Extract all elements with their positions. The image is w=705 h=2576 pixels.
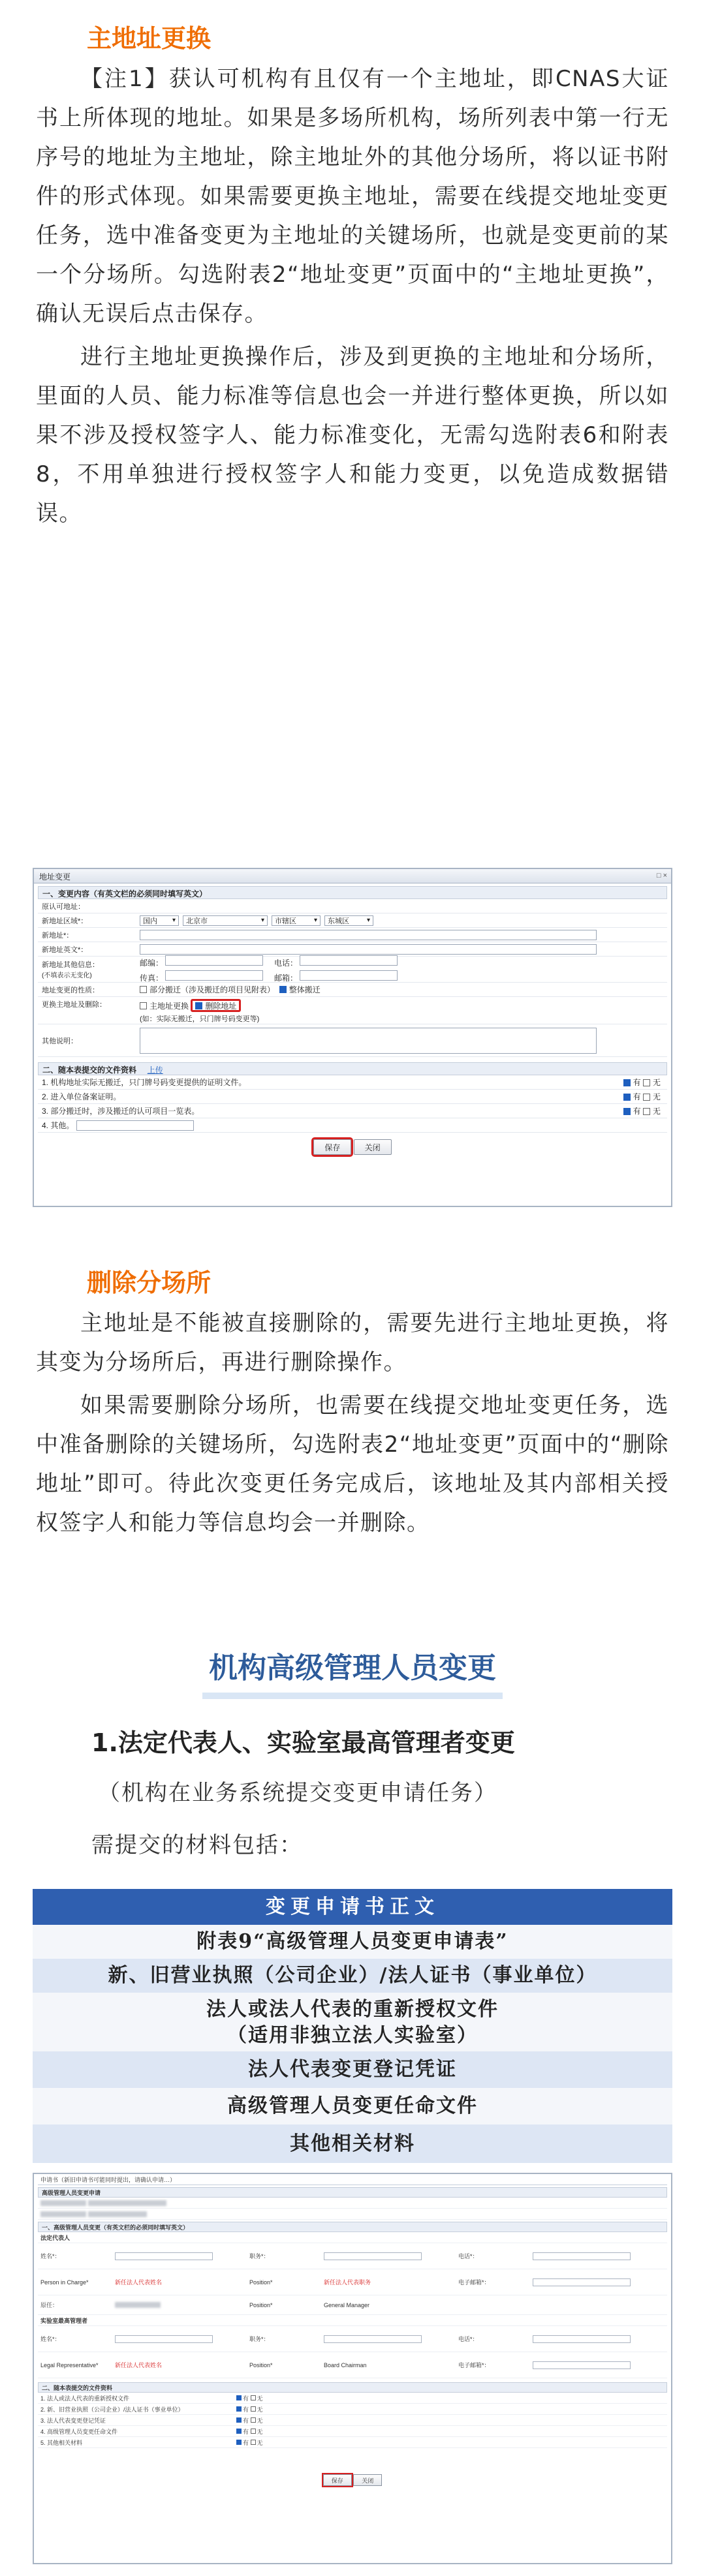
email-input[interactable] [533,2278,631,2286]
materials-header: 变更申请书正文 [33,1889,672,1925]
label: 姓名*： [40,2253,61,2260]
position-input[interactable] [324,2252,422,2260]
doc-item: 3. 法人代表变更登记凭证 [40,2417,106,2424]
no-checkbox[interactable] [251,2417,256,2423]
delete-address-highlight [191,999,241,1012]
heading-main-address: 主地址更换 [87,24,212,53]
window-title: 地址变更 [39,872,71,882]
value: Board Chairman [324,2361,367,2369]
label: 法定代表人 [40,2234,70,2241]
materials-intro: 需提交的材料包括： [91,1832,303,1858]
doc-item: 1. 法人或法人代表的重新授权文件 [40,2395,130,2402]
email-input[interactable] [300,970,398,981]
notes-textarea[interactable] [140,1028,597,1054]
yes-checkbox[interactable] [623,1079,631,1086]
name-input[interactable] [115,2252,213,2260]
yes-checkbox[interactable] [236,2440,242,2445]
label: 原任： [40,2302,59,2308]
no-checkbox[interactable] [251,2395,256,2400]
label: 职务*： [249,2336,270,2342]
position-input[interactable] [324,2335,422,2343]
district-select[interactable]: 市辖区 ▾ [272,915,321,926]
other-input[interactable] [76,1120,194,1131]
annotation: 新任法人代表职务 [324,2279,371,2286]
doc-item: 2. 新、旧营业执照（公司企业）/法人证书（事业单位） [40,2406,184,2413]
label: 实验室最高管理者 [40,2317,88,2324]
yes-checkbox[interactable] [236,2429,242,2434]
label: 新地址*： [42,931,74,940]
material-item: 高级管理人员变更任命文件 [227,2094,478,2117]
title-underline [202,1693,503,1699]
city-select[interactable]: 北京市 ▾ [183,915,268,926]
yes-checkbox[interactable] [236,2406,242,2412]
area-select[interactable]: 东城区 ▾ [324,915,373,926]
value: General Manager [324,2301,370,2308]
label: Position* [249,2361,273,2369]
label: 姓名*： [40,2336,61,2342]
label: 邮编： [140,958,164,968]
main-swap-checkbox[interactable] [140,1002,147,1009]
close-button[interactable]: 关闭 [354,1139,392,1155]
yes-checkbox[interactable] [236,2395,242,2400]
form-top-note: 申请书（新旧申请书可能同时提出，请确认申请…） [40,2176,176,2183]
label: 电话： [274,958,298,968]
materials-list [33,1889,672,2163]
label: 电子邮箱*： [458,2362,490,2369]
sub-heading: 1.法定代表人、实验室最高管理者变更 [91,1728,515,1757]
label: 新地址区域*： [42,917,88,925]
blurred-text [40,2211,86,2217]
blurred-text [88,2211,147,2217]
form-section-header: 二、随本表提交的文件资料 上传 [38,1062,667,1075]
paragraph: 进行主地址更换操作后，涉及到更换的主地址和分场所，里面的人员、能力标准等信息也会一并进行整体更换，所以如果不涉及授权签字人、能力标准变化，无需勾选附表6和附表8，不用单独进行授权签字人和能力变更，以免造成数据错误。 [36,344,669,527]
section-main-address [36,18,669,533]
label: Position* [249,2278,273,2286]
postcode-input[interactable] [165,955,263,966]
save-button[interactable]: 保存 [323,2474,352,2486]
whole-move-checkbox[interactable] [279,986,287,993]
no-checkbox[interactable] [643,1094,650,1101]
label: Person in Charge* [40,2278,89,2286]
doc-item: 5. 其他相关材料 [40,2439,83,2446]
no-checkbox[interactable] [643,1079,650,1086]
form-section-header: 二、随本表提交的文件资料 [38,2382,667,2393]
label: 邮箱： [274,974,298,983]
blurred-text [40,2200,86,2206]
hint-text: (如：实际无搬迁，只门牌号码变更等) [140,1015,260,1023]
blurred-text [88,2200,166,2206]
name-input[interactable] [115,2335,213,2343]
upload-link[interactable]: 上传 [147,1066,163,1075]
label: 其他说明： [42,1037,78,1045]
doc-item: 3. 部分搬迁时，涉及搬迁的认可项目一览表。 [42,1107,200,1116]
label: 地址变更的性质： [42,986,99,994]
label: 原认可地址： [42,902,85,911]
label: 部分搬迁（涉及搬迁的项目见附表） [149,985,275,994]
yes-checkbox[interactable] [236,2417,242,2423]
paragraph: 如果需要删除分场所，也需要在线提交地址变更任务，选中准备删除的关键场所，勾选附表2“地址变更”页面中的“删除地址”即可。待此次变更任务完成后，该地址及其内部相关授权签字人和能力等信息均会一并删除。 [36,1392,669,1536]
paren-note: （机构在业务系统提交变更申请任务） [98,1780,497,1806]
label: 职务*： [249,2253,270,2260]
annotation: 新任法人代表姓名 [115,2279,163,2286]
close-button[interactable]: 关闭 [353,2474,382,2486]
label: 新地址其他信息： (不填表示无变化) [42,961,99,979]
annotation: 新任法人代表姓名 [115,2362,163,2369]
address-input[interactable] [140,930,597,940]
label: 电话*： [458,2253,478,2260]
yes-checkbox[interactable] [623,1108,631,1115]
section-delete-site [36,1263,669,1542]
label: 电子邮箱*： [458,2279,490,2286]
fax-input[interactable] [165,970,263,981]
heading-senior-management: 机构高级管理人员变更 [0,1644,705,1699]
doc-item: 4. 高级管理人员变更任命文件 [40,2428,118,2435]
yes-checkbox[interactable] [623,1094,631,1101]
paragraph: 【注1】获认可机构有且仅有一个主地址，即CNAS大证书上所体现的地址。如果是多场所机构，场所列表中第一行无序号的地址为主地址，除主地址外的其他分场所，将以证书附件的形式体现。如果需要更换主地址，需要在线提交地址变更任务，选中准备变更为主地址的关键场所，也就是变更前的某一个分场所。勾选附表2“地址变更”页面中的“主地址更换”，确认无误后点击保存。 [36,66,669,327]
window-titlebar [34,869,671,883]
blurred-text [115,2302,161,2308]
doc-item: 2. 进入单位备案证明。 [42,1092,121,1101]
form-section-header: 一、变更内容（有英文栏的必须同时填写英文） [38,886,667,899]
label: 电话*： [458,2336,478,2342]
phone-input[interactable] [533,2335,631,2343]
save-button[interactable]: 保存 [313,1139,351,1155]
material-item: 法人或法人代表的重新授权文件 （适用非独立法人实验室） [206,1998,499,2047]
label: 更换主地址及删除： [42,1001,106,1009]
address-change-form: 地址变更 □ × 一、变更内容（有英文栏的必须同时填写英文） 原认可地址： 新地址区域*： 国内 ▾ 北京市 ▾ 市辖区 ▾ 东城区 ▾ 新地址*： 新地址英文*： 新地址其他信息： (不填表示无变化) 邮编： 电话： 传真： 邮箱： 地址变更的性质： 部分搬迁（涉及搬迁的项目见附表） 整体搬迁 更换主地址及删除： 主地址更换 删除地址 (如：实际无搬迁，只门牌号码变更等) 其他说明： 二、随本表提交的文件资料 上传 1. 机构地址实际无搬迁，只门牌号码变更提供的证明文件。 有 无 2. 进入单位备案证明。 有 无 3. 部分搬迁时，涉及搬迁的认可项目一览表。 有 无 4. 其他。 保存 关闭 [33,868,672,1207]
no-checkbox[interactable] [251,2429,256,2434]
label: Legal Representative* [40,2361,99,2369]
doc-item: 1. 机构地址实际无搬迁，只门牌号码变更提供的证明文件。 [42,1078,247,1087]
no-checkbox[interactable] [251,2406,256,2412]
no-checkbox[interactable] [251,2440,256,2445]
label: Position* [249,2301,273,2308]
window-controls[interactable]: □ × [656,872,667,880]
material-item: 法人代表变更登记凭证 [33,2051,672,2088]
material-item: 其他相关材料 [33,2124,672,2163]
no-checkbox[interactable] [643,1108,650,1115]
form-section-header: 一、高级管理人员变更（有英文栏的必须同时填写英文） [38,2222,667,2232]
phone-input[interactable] [533,2252,631,2260]
label: 删除地址 [205,1001,237,1011]
country-select[interactable]: 国内 ▾ [140,915,179,926]
partial-move-checkbox[interactable] [140,986,147,993]
label: 主地址更换 [149,1001,189,1011]
heading-delete-site: 删除分场所 [87,1268,212,1297]
doc-item: 4. 其他。 [42,1121,74,1130]
phone-input[interactable] [300,955,398,966]
label: 整体搬迁 [289,985,321,994]
address-en-input[interactable] [140,944,597,955]
material-item: 新、旧营业执照（公司企业）/法人证书（事业单位） [33,1959,672,1993]
email-input[interactable] [533,2361,631,2369]
form-section-header: 高级管理人员变更申请 [38,2187,667,2198]
label: 传真： [140,974,164,983]
paragraph: 主地址是不能被直接删除的，需要先进行主地址更换，将其变为分场所后，再进行删除操作。 [36,1310,669,1375]
senior-management-form: 申请书（新旧申请书可能同时提出，请确认申请…） 高级管理人员变更申请 一、高级管理人员变更（有英文栏的必须同时填写英文） 法定代表人 姓名*： 职务*： 电话*： Person in Charge* 新任法人代表姓名 Position* 新任法人代表职务 电子邮箱*： 原任： Position* General Manager 实验室最高管理者 姓名*： 职务*： 电话*： Legal Representative* 新任法人代表姓名 Position* Board Chairman 电子邮箱*： 二、随本表提交的文件资料 1. 法人或法人代表的重新授权文件 有 无 2. 新、旧营业执照（公司企业）/法人证书（事业单位） 有 无 3. 法人代表变更登记凭证 有 无 4. 高级管理人员变更任命文件 有 无 5. 其他相关材料 有 无 保存 关闭 [33,2173,672,2564]
material-item: 附表9“高级管理人员变更申请表” [196,1930,509,1953]
label: 新地址英文*： [42,945,88,954]
delete-address-checkbox[interactable] [195,1002,202,1009]
